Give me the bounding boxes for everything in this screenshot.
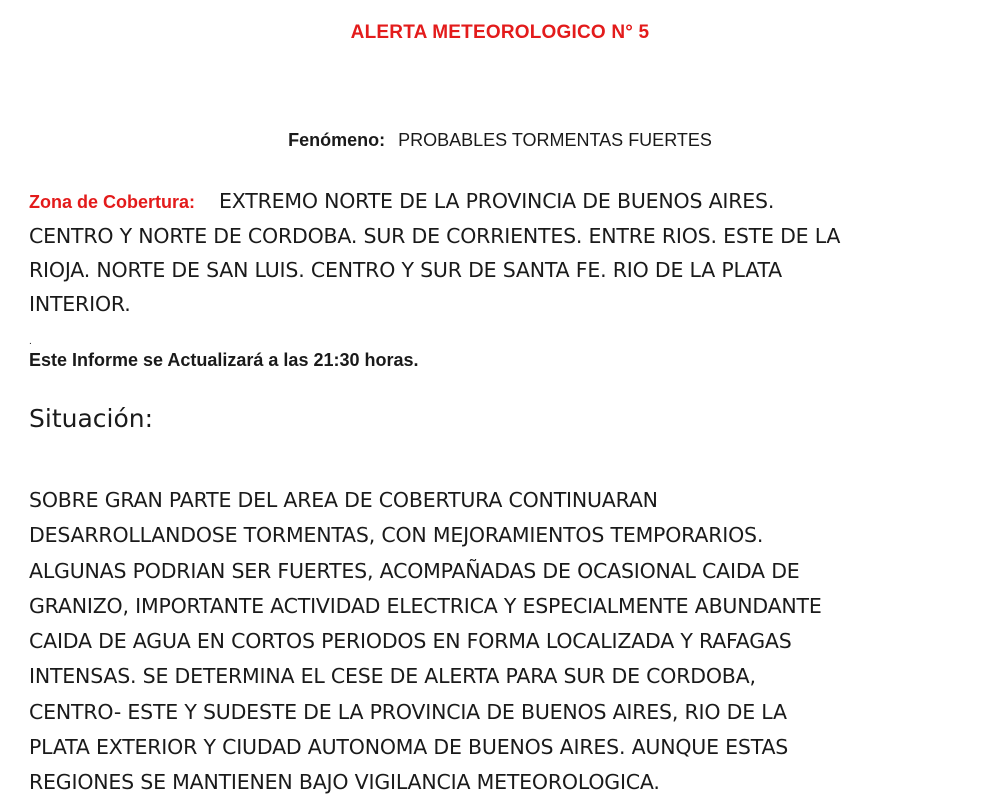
situation-line: ALGUNAS PODRIAN SER FUERTES, ACOMPAÑADAS DE OCASIONAL CAIDA DE xyxy=(29,558,800,583)
situation-line: CAIDA DE AGUA EN CORTOS PERIODOS EN FORMA LOCALIZADA Y RAFAGAS xyxy=(29,629,792,654)
situation-line: INTENSAS. SE DETERMINA EL CESE DE ALERTA PARA SUR DE CORDOBA, xyxy=(29,664,756,689)
coverage-text: EXTREMO NORTE DE LA PROVINCIA DE BUENOS AIRES. xyxy=(219,189,775,213)
coverage-section xyxy=(29,184,974,321)
situation-heading: Situación: xyxy=(29,404,154,433)
situation-line: CENTRO- ESTE Y SUDESTE DE LA PROVINCIA DE BUENOS AIRES, RIO DE LA xyxy=(29,699,787,724)
situation-body xyxy=(29,483,979,801)
phenomenon-line xyxy=(0,130,1000,151)
coverage-label: Zona de Cobertura: xyxy=(29,192,196,212)
situation-line: PLATA EXTERIOR Y CIUDAD AUTONOMA DE BUENOS AIRES. AUNQUE ESTAS xyxy=(29,735,789,760)
situation-line: GRANIZO, IMPORTANTE ACTIVIDAD ELECTRICA Y ESPECIALMENTE ABUNDANTE xyxy=(29,593,822,618)
coverage-line-4: INTERIOR. xyxy=(29,292,131,316)
update-notice: Este Informe se Actualizará a las 21:30 horas. xyxy=(29,350,419,370)
alert-title: ALERTA METEOROLOGICO N° 5 xyxy=(350,22,650,43)
situation-line: DESARROLLANDOSE TORMENTAS, CON MEJORAMIENTOS TEMPORARIOS. xyxy=(29,523,764,548)
situation-line: REGIONES SE MANTIENEN BAJO VIGILANCIA METEOROLOGICA. xyxy=(29,770,660,795)
coverage-line-2: CENTRO Y NORTE DE CORDOBA. SUR DE CORRIENTES. ENTRE RIOS. ESTE DE LA xyxy=(29,224,841,248)
separator-dot: . xyxy=(29,336,32,347)
phenomenon-label: Fenómeno: xyxy=(288,130,386,150)
situation-line: SOBRE GRAN PARTE DEL AREA DE COBERTURA CONTINUARAN xyxy=(29,488,658,512)
coverage-line-3: RIOJA. NORTE DE SAN LUIS. CENTRO Y SUR DE SANTA FE. RIO DE LA PLATA xyxy=(29,258,782,282)
phenomenon-value: PROBABLES TORMENTAS FUERTES xyxy=(398,130,712,150)
coverage-line-1 xyxy=(29,184,974,219)
